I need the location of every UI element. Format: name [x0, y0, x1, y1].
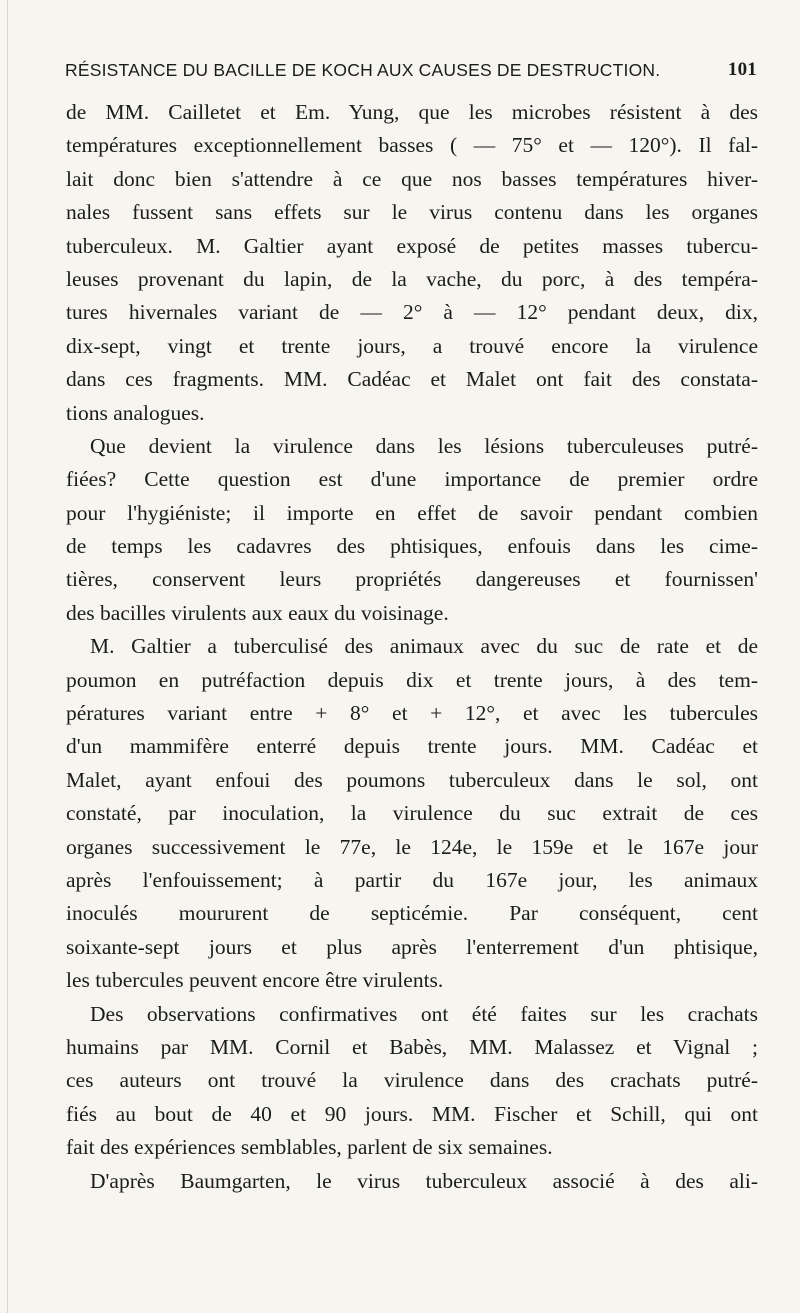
running-header	[65, 56, 757, 84]
text-line: températures exceptionnellement basses ( — 75° et — 120°). Il fal-	[66, 133, 758, 158]
text-line: leuses provenant du lapin, de la vache, du porc, à des tempéra-	[66, 266, 758, 291]
text-line: dix-sept, vingt et trente jours, a trouvé encore la virulence	[66, 333, 758, 358]
text-line: inoculés moururent de septicémie. Par conséquent, cent	[66, 901, 758, 926]
body-text	[66, 96, 758, 1198]
running-title: RÉSISTANCE DU BACILLE DE KOCH AUX CAUSES DE DESTRUCTION.	[65, 60, 661, 80]
text-line: de temps les cadavres des phtisiques, enfouis dans les cime-	[66, 534, 758, 559]
text-line: tières, conservent leurs propriétés dangereuses et fournissen'	[66, 567, 758, 592]
text-line: soixante-sept jours et plus après l'enterrement d'un phtisique,	[66, 934, 758, 959]
text-line: d'un mammifère enterré depuis trente jours. MM. Cadéac et	[66, 734, 758, 759]
paragraph-end-line: des bacilles virulents aux eaux du voisinage.	[66, 600, 449, 625]
text-line: pératures variant entre + 8° et + 12°, et avec les tubercules	[66, 701, 758, 726]
text-line: constaté, par inoculation, la virulence du suc extrait de ces	[66, 801, 758, 826]
text-line: dans ces fragments. MM. Cadéac et Malet ont fait des constata-	[66, 367, 758, 392]
text-line: fiées? Cette question est d'une importance de premier ordre	[66, 467, 758, 492]
text-line: poumon en putréfaction depuis dix et trente jours, à des tem-	[66, 667, 758, 692]
paragraph-start-line: Que devient la virulence dans les lésions tuberculeuses putré-	[90, 433, 758, 458]
text-line: pour l'hygiéniste; il importe en effet de savoir pendant combien	[66, 500, 758, 525]
paragraph-end-line: tions analogues.	[66, 400, 205, 425]
text-line: nales fussent sans effets sur le virus contenu dans les organes	[66, 200, 758, 225]
paragraph-start-line: M. Galtier a tuberculisé des animaux avec du suc de rate et de	[90, 634, 758, 659]
text-line: après l'enfouissement; à partir du 167e jour, les animaux	[66, 867, 758, 892]
page-number: 101	[727, 59, 757, 80]
paragraph-end-line: les tubercules peuvent encore être virulents.	[66, 968, 444, 993]
paragraph-start-line: D'après Baumgarten, le virus tuberculeux associé à des ali-	[90, 1168, 758, 1193]
text-line: fiés au bout de 40 et 90 jours. MM. Fischer et Schill, qui ont	[66, 1101, 758, 1126]
text-line: Malet, ayant enfoui des poumons tuberculeux dans le sol, ont	[66, 767, 758, 792]
text-line: tures hivernales variant de — 2° à — 12° pendant deux, dix,	[66, 300, 758, 325]
paragraph-start-line: Des observations confirmatives ont été faites sur les crachats	[90, 1001, 758, 1026]
text-line: lait donc bien s'attendre à ce que nos basses températures hiver-	[66, 166, 758, 191]
paragraph-end-line: fait des expériences semblables, parlent de six semaines.	[66, 1135, 553, 1160]
text-line: organes successivement le 77e, le 124e, le 159e et le 167e jour	[66, 834, 758, 859]
text-line: ces auteurs ont trouvé la virulence dans des crachats putré-	[66, 1068, 758, 1093]
page-edge-line	[7, 0, 8, 1313]
text-line: tuberculeux. M. Galtier ayant exposé de petites masses tubercu-	[66, 233, 758, 258]
text-line: humains par MM. Cornil et Babès, MM. Malassez et Vignal ;	[66, 1034, 758, 1059]
text-line: de MM. Cailletet et Em. Yung, que les microbes résistent à des	[66, 100, 758, 124]
